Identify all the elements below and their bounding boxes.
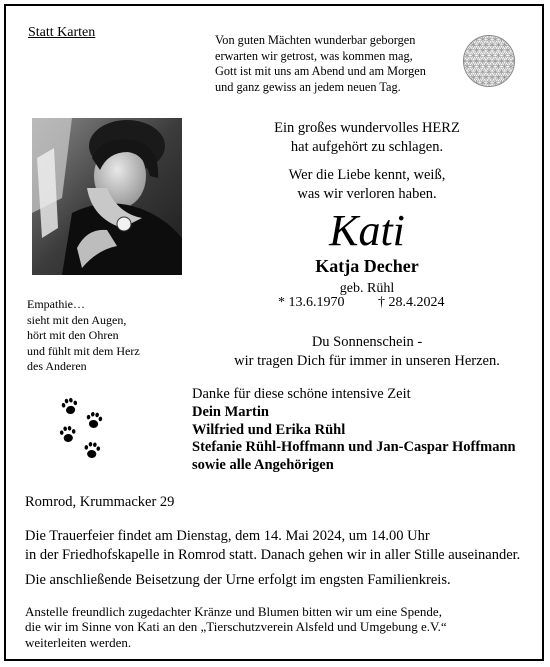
mourner-name: Wilfried und Erika Rühl [192, 421, 346, 438]
intro-line: Wer die Liebe kennt, weiß, [288, 167, 446, 183]
paw-print [84, 441, 101, 458]
portrait-image [32, 118, 182, 275]
funeral-line: Die Trauerfeier findet am Dienstag, dem 14. Mai 2024, um 14.00 Uhr [25, 528, 430, 544]
intro-line: hat aufgehört zu schlagen. [290, 139, 444, 155]
motto-line: erwarten wir getrost, was kommen mag, [215, 48, 413, 63]
obituary-card [4, 4, 544, 661]
empathie-line: sieht mit den Augen, [27, 312, 127, 327]
flower-of-life-icon [462, 34, 516, 88]
intro-love [202, 166, 532, 204]
birth-name: geb. Rühl [339, 281, 395, 296]
sonnenschein-line: Du Sonnenschein - [311, 334, 423, 350]
empathie-line: hört mit den Ohren [27, 328, 119, 342]
statt-karten-label: Statt Karten [28, 25, 96, 40]
donation-line: weiterleiten werden. [25, 634, 132, 650]
paw-print [61, 397, 79, 416]
intro-line: Ein großes wundervolles HERZ [274, 120, 460, 136]
sonnenschein-text [202, 333, 532, 370]
donation-line: Anstelle freundlich zugedachter Kränze und Blumen bitten wir um eine Spende, [25, 604, 442, 619]
address: Romrod, Krummacker 29 [25, 494, 175, 510]
empathie-line: und fühlt mit dem Herz [27, 343, 140, 358]
mourner-name: Dein Martin [192, 403, 269, 420]
motto-verse [215, 33, 426, 95]
donation-line: die wir im Sinne von Kati an den „Tierschutzverein Alsfeld und Umgebung e.V.“ [25, 619, 447, 635]
thanks-intro: Danke für diese schöne intensive Zeit [192, 386, 411, 402]
funeral-line: in der Friedhofskapelle in Romrod statt. Danach gehen wir in aller Stille auseinander. [25, 546, 521, 563]
paw-print [85, 411, 103, 429]
motto-line: und ganz gewiss an jedem neuen Tag. [215, 79, 401, 94]
urn-notice: Die anschließende Beisetzung der Urne erfolgt im engsten Familienkreis. [25, 572, 451, 588]
mourner-name: sowie alle Angehörigen [192, 457, 334, 474]
intro-line: was wir verloren haben. [297, 186, 437, 202]
paw-print [59, 425, 76, 442]
donation-notice [25, 604, 447, 650]
full-name: Katja Decher [315, 256, 419, 276]
mourner-name: Stefanie Rühl-Hoffmann und Jan-Caspar Hoffmann [192, 439, 516, 456]
motto-line: Gott ist mit uns am Abend und am Morgen [215, 64, 426, 78]
empathie-quote [27, 297, 140, 375]
portrait-photo [32, 118, 182, 275]
funeral-notice [25, 527, 520, 564]
sonnenschein-line: wir tragen Dich für immer in unseren Herzen. [234, 352, 500, 369]
empathie-line: des Anderen [27, 359, 87, 373]
thanks-block [192, 386, 516, 475]
paw-prints-icon [50, 391, 110, 471]
intro-heart [202, 119, 532, 157]
motto-line: Von guten Mächten wunderbar geborgen [215, 33, 416, 47]
nickname: Kati [329, 206, 405, 255]
death-date: † 28.4.2024 [378, 295, 445, 310]
birth-date: * 13.6.1970 [278, 295, 345, 310]
empathie-line: Empathie… [27, 297, 85, 311]
